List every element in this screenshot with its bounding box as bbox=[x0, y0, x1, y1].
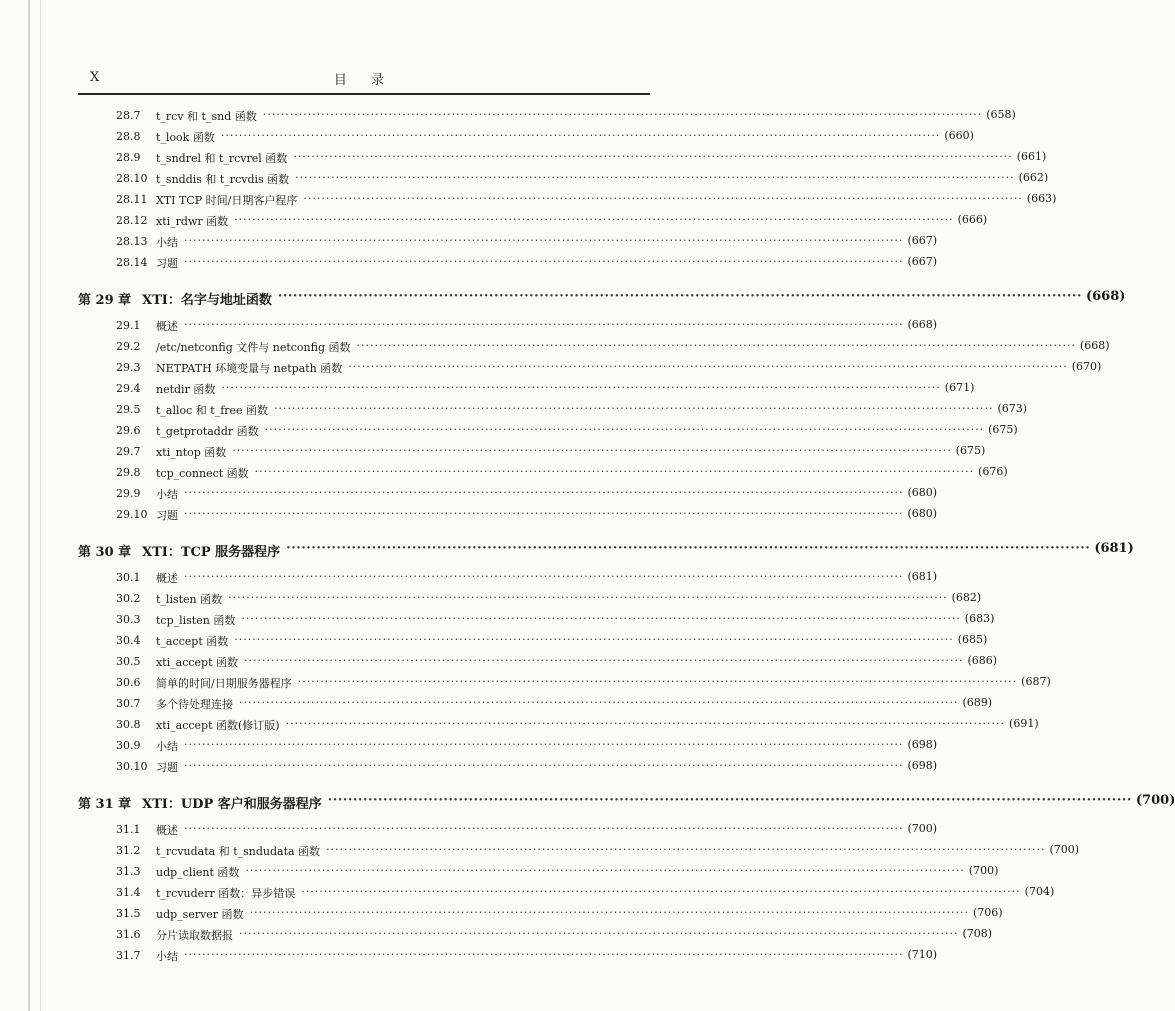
toc-number: 29.8 bbox=[116, 466, 141, 479]
toc-number: 28.13 bbox=[116, 235, 148, 248]
toc-section-row bbox=[0, 903, 1003, 924]
dot-leader: ································································································································································ bbox=[356, 338, 1076, 352]
toc-page: (683) bbox=[964, 611, 995, 625]
toc-page: (691) bbox=[1009, 716, 1039, 730]
toc-section-row bbox=[0, 252, 938, 273]
toc-section-row bbox=[0, 882, 1055, 903]
toc-number: 第 30 章 bbox=[78, 545, 132, 560]
toc-section-row bbox=[0, 336, 1110, 357]
header-rule bbox=[78, 93, 650, 95]
dot-leader: ································································································································································ bbox=[326, 842, 1046, 856]
toc-page: (662) bbox=[1018, 170, 1049, 184]
toc-page: (671) bbox=[944, 380, 975, 394]
dot-leader: ································································································································································ bbox=[239, 695, 959, 709]
toc-title: 简单的时间/日期服务器程序 bbox=[156, 676, 292, 690]
toc-title-line bbox=[142, 793, 1175, 812]
toc-title: 习题 bbox=[156, 508, 178, 522]
toc-number: 31.7 bbox=[116, 949, 141, 962]
toc-title: netdir 函数 bbox=[156, 382, 216, 396]
dot-leader: ································································································································································ bbox=[234, 632, 954, 646]
toc-title: 小结 bbox=[156, 949, 178, 963]
page-header bbox=[78, 67, 650, 89]
toc-number: 30.6 bbox=[116, 676, 141, 689]
dot-leader: ································································································································································ bbox=[184, 821, 904, 835]
toc-section-row bbox=[0, 756, 938, 777]
dot-leader: ································································································································································ bbox=[277, 289, 1082, 304]
dot-leader: ································································································································································ bbox=[184, 569, 904, 583]
dot-leader: ································································································································································ bbox=[285, 716, 1006, 730]
toc-page: (680) bbox=[907, 485, 938, 499]
page-number: X bbox=[90, 70, 100, 85]
dot-leader: ································································································································································ bbox=[274, 401, 994, 415]
toc-title-line bbox=[156, 947, 938, 964]
toc-number: 28.7 bbox=[116, 109, 141, 122]
toc-title-line bbox=[156, 821, 938, 838]
toc-section-row bbox=[0, 231, 938, 252]
toc-title-line bbox=[156, 590, 982, 607]
dot-leader: ································································································································································ bbox=[184, 758, 904, 772]
dot-leader: ································································································································································ bbox=[293, 149, 1013, 163]
toc-title-line bbox=[156, 464, 1008, 481]
toc-page: (675) bbox=[955, 443, 986, 457]
toc-title-line bbox=[156, 170, 1049, 187]
toc-title-line bbox=[156, 863, 999, 880]
dot-leader: ································································································································································ bbox=[262, 107, 983, 121]
toc-page: (666) bbox=[957, 212, 988, 226]
dot-leader: ································································································································································ bbox=[241, 611, 961, 625]
toc-number: 31.3 bbox=[116, 865, 141, 878]
toc-title-line bbox=[156, 695, 993, 712]
dot-leader: ································································································································································ bbox=[303, 191, 1023, 205]
toc-title-line bbox=[156, 338, 1110, 355]
toc-title-line bbox=[156, 191, 1057, 208]
dot-leader: ································································································································································ bbox=[234, 212, 954, 226]
toc-section-row bbox=[0, 210, 988, 231]
toc-page: (663) bbox=[1026, 191, 1057, 205]
toc-title: XTI：名字与地址函数 bbox=[142, 293, 272, 308]
toc-section-row bbox=[0, 378, 975, 399]
toc-number: 31.1 bbox=[116, 823, 141, 836]
dot-leader: ································································································································································ bbox=[184, 947, 904, 961]
toc-section-row bbox=[0, 105, 1016, 126]
dot-leader: ································································································································································ bbox=[244, 653, 964, 667]
toc-page: (685) bbox=[957, 632, 988, 646]
toc-section-row bbox=[0, 714, 1039, 735]
toc-section-row bbox=[0, 588, 982, 609]
toc-title-line bbox=[156, 317, 938, 334]
toc-title-line bbox=[142, 289, 1126, 308]
toc-title: xti_accept 函数(修订版) bbox=[156, 718, 280, 732]
toc-title-line bbox=[156, 233, 938, 250]
toc-page: (667) bbox=[907, 254, 938, 268]
toc-section-row bbox=[0, 504, 938, 525]
dot-leader: ································································································································································ bbox=[232, 443, 952, 457]
toc-number: 第 31 章 bbox=[78, 797, 132, 812]
toc-title-line bbox=[156, 905, 1003, 922]
toc-number: 29.7 bbox=[116, 445, 141, 458]
toc-page: (687) bbox=[1021, 674, 1051, 688]
toc-number: 28.12 bbox=[116, 214, 148, 227]
toc-title-line bbox=[156, 632, 988, 649]
toc-title: t_rcvuderr 函数：异步错误 bbox=[156, 886, 296, 900]
toc-title: 习题 bbox=[156, 760, 178, 774]
toc-title-line bbox=[156, 128, 974, 145]
toc-title: 习题 bbox=[156, 256, 178, 270]
toc-title-line bbox=[156, 422, 1018, 439]
toc-title-line bbox=[156, 506, 938, 523]
toc-title: udp_server 函数 bbox=[156, 907, 244, 921]
toc-page: (700) bbox=[968, 863, 999, 877]
toc-title: xti_accept 函数 bbox=[156, 655, 238, 669]
page-title: 目 录 bbox=[333, 73, 395, 88]
dot-leader: ································································································································································ bbox=[245, 863, 965, 877]
toc-section-row bbox=[0, 567, 938, 588]
toc-title: tcp_listen 函数 bbox=[156, 613, 236, 627]
toc-title-line bbox=[156, 716, 1039, 733]
toc-section-row bbox=[0, 168, 1049, 189]
toc-section-row bbox=[0, 399, 1028, 420]
toc-page: (682) bbox=[951, 590, 982, 604]
dot-leader: ································································································································································ bbox=[264, 422, 985, 436]
toc-title: NETPATH 环境变量与 netpath 函数 bbox=[156, 361, 343, 375]
toc-section-row bbox=[0, 672, 1051, 693]
toc-title: 概述 bbox=[156, 571, 178, 585]
toc-page: (658) bbox=[986, 107, 1016, 121]
toc-title: 小结 bbox=[156, 739, 178, 753]
toc-number: 30.7 bbox=[116, 697, 141, 710]
toc-title: t_getprotaddr 函数 bbox=[156, 424, 259, 438]
toc-title-line bbox=[156, 212, 988, 229]
dot-leader: ································································································································································ bbox=[184, 737, 904, 751]
toc-chapter-row bbox=[0, 288, 1126, 309]
toc-title: 概述 bbox=[156, 823, 178, 837]
dot-leader: ································································································································································ bbox=[184, 233, 904, 247]
toc-title-line bbox=[156, 485, 938, 502]
toc-section-row bbox=[0, 357, 1102, 378]
toc-number: 28.8 bbox=[116, 130, 141, 143]
dot-leader: ································································································································································ bbox=[228, 590, 948, 604]
toc-title-line bbox=[156, 254, 938, 271]
toc-title-line bbox=[156, 443, 986, 460]
toc-chapter-row bbox=[0, 540, 1134, 561]
toc-title-line bbox=[156, 842, 1080, 859]
toc-number: 29.1 bbox=[116, 319, 141, 332]
toc-number: 28.11 bbox=[116, 193, 148, 206]
toc-number: 28.9 bbox=[116, 151, 141, 164]
toc-section-row bbox=[0, 924, 993, 945]
toc-number: 30.3 bbox=[116, 613, 141, 626]
toc-page: (698) bbox=[907, 737, 938, 751]
toc-title-line bbox=[156, 926, 993, 943]
toc-page: (668) bbox=[1079, 338, 1110, 352]
toc-number: 29.5 bbox=[116, 403, 141, 416]
toc-title-line bbox=[156, 401, 1028, 418]
toc-title: xti_ntop 函数 bbox=[156, 445, 227, 459]
toc-number: 31.5 bbox=[116, 907, 141, 920]
toc-title: t_listen 函数 bbox=[156, 592, 223, 606]
toc-page: (700) bbox=[907, 821, 938, 835]
toc-section-row bbox=[0, 126, 974, 147]
toc-number: 29.6 bbox=[116, 424, 141, 437]
toc-number: 28.10 bbox=[116, 172, 148, 185]
toc-number: 30.9 bbox=[116, 739, 141, 752]
toc-number: 31.2 bbox=[116, 844, 141, 857]
dot-leader: ································································································································································ bbox=[348, 359, 1068, 373]
toc-title-line bbox=[156, 569, 938, 586]
toc-title: 小结 bbox=[156, 235, 178, 249]
toc-section-row bbox=[0, 651, 998, 672]
toc-number: 第 29 章 bbox=[78, 293, 132, 308]
toc-page: (667) bbox=[907, 233, 938, 247]
toc-page: (680) bbox=[907, 506, 938, 520]
toc-section-row bbox=[0, 189, 1057, 210]
toc-page: (661) bbox=[1016, 149, 1047, 163]
toc-title: t_rcvudata 和 t_sndudata 函数 bbox=[156, 844, 321, 858]
dot-leader: ································································································································································ bbox=[301, 884, 1021, 898]
toc-page: (689) bbox=[962, 695, 993, 709]
dot-leader: ································································································································································ bbox=[184, 506, 904, 520]
toc-title: t_look 函数 bbox=[156, 130, 215, 144]
toc-section-row bbox=[0, 609, 995, 630]
toc-section-row bbox=[0, 819, 938, 840]
toc-title: udp_client 函数 bbox=[156, 865, 240, 879]
toc-section-row bbox=[0, 147, 1047, 168]
dot-leader: ································································································································································ bbox=[220, 128, 941, 142]
toc-title: 分片读取数据报 bbox=[156, 928, 233, 942]
dot-leader: ································································································································································ bbox=[327, 793, 1132, 808]
toc-page: (676) bbox=[978, 464, 1008, 478]
toc-title: t_alloc 和 t_free 函数 bbox=[156, 403, 269, 417]
toc-section-row bbox=[0, 735, 938, 756]
dot-leader: ································································································································································ bbox=[184, 254, 904, 268]
toc-section-row bbox=[0, 315, 938, 336]
toc-number: 29.10 bbox=[116, 508, 148, 521]
dot-leader: ································································································································································ bbox=[249, 905, 970, 919]
toc-number: 30.10 bbox=[116, 760, 148, 773]
toc-title: XTI：UDP 客户和服务器程序 bbox=[142, 797, 322, 812]
toc-title-line bbox=[156, 611, 995, 628]
toc-title: XTI：TCP 服务器程序 bbox=[142, 545, 281, 560]
toc-section-row bbox=[0, 483, 938, 504]
toc-section-row bbox=[0, 441, 986, 462]
toc-number: 29.2 bbox=[116, 340, 141, 353]
toc-number: 29.9 bbox=[116, 487, 141, 500]
toc-page: (706) bbox=[973, 905, 1003, 919]
toc-page: (708) bbox=[962, 926, 993, 940]
toc-page: (668) bbox=[907, 317, 938, 331]
toc-title: 概述 bbox=[156, 319, 178, 333]
toc-title: t_snddis 和 t_rcvdis 函数 bbox=[156, 172, 290, 186]
toc-page: (704) bbox=[1024, 884, 1055, 898]
toc-page: (668) bbox=[1085, 289, 1126, 304]
toc-title-line bbox=[156, 359, 1102, 376]
toc-page: (673) bbox=[997, 401, 1028, 415]
toc-section-row bbox=[0, 630, 988, 651]
toc-page: (681) bbox=[1094, 541, 1134, 556]
toc-title: t_rcv 和 t_snd 函数 bbox=[156, 109, 257, 123]
toc-title-line bbox=[142, 541, 1134, 560]
toc-section-row bbox=[0, 861, 999, 882]
toc-title-line bbox=[156, 149, 1047, 166]
toc-title-line bbox=[156, 737, 938, 754]
toc-page: (698) bbox=[907, 758, 938, 772]
toc-page: (710) bbox=[907, 947, 938, 961]
toc-title-line bbox=[156, 380, 975, 397]
toc-page: (681) bbox=[907, 569, 938, 583]
toc-title-line bbox=[156, 653, 998, 670]
toc-chapter-row bbox=[0, 792, 1175, 813]
toc-number: 31.6 bbox=[116, 928, 141, 941]
toc-title: t_accept 函数 bbox=[156, 634, 229, 648]
toc-page: (675) bbox=[988, 422, 1018, 436]
toc-title: /etc/netconfig 文件与 netconfig 函数 bbox=[156, 340, 351, 354]
toc-title: tcp_connect 函数 bbox=[156, 466, 249, 480]
toc-title: 多个待处理连接 bbox=[156, 697, 233, 711]
toc-section-row bbox=[0, 840, 1080, 861]
dot-leader: ································································································································································ bbox=[221, 380, 941, 394]
dot-leader: ································································································································································ bbox=[239, 926, 959, 940]
toc-page: (660) bbox=[944, 128, 974, 142]
toc-number: 30.4 bbox=[116, 634, 141, 647]
toc-page: (686) bbox=[967, 653, 998, 667]
toc-title: XTI TCP 时间/日期客户程序 bbox=[156, 193, 298, 207]
toc-title: 小结 bbox=[156, 487, 178, 501]
toc-number: 30.1 bbox=[116, 571, 141, 584]
dot-leader: ································································································································································ bbox=[184, 317, 904, 331]
toc-number: 30.5 bbox=[116, 655, 141, 668]
toc-title: t_sndrel 和 t_rcvrel 函数 bbox=[156, 151, 288, 165]
toc-number: 29.4 bbox=[116, 382, 141, 395]
toc-section-row bbox=[0, 462, 1008, 483]
dot-leader: ································································································································································ bbox=[286, 541, 1091, 556]
dot-leader: ································································································································································ bbox=[297, 674, 1018, 688]
toc-title-line bbox=[156, 107, 1016, 124]
toc-title-line bbox=[156, 674, 1051, 691]
toc-title-line bbox=[156, 758, 938, 775]
toc-page: (670) bbox=[1071, 359, 1102, 373]
toc-number: 31.4 bbox=[116, 886, 141, 899]
toc-page: (700) bbox=[1135, 793, 1175, 808]
dot-leader: ································································································································································ bbox=[295, 170, 1015, 184]
dot-leader: ································································································································································ bbox=[184, 485, 904, 499]
toc-number: 30.8 bbox=[116, 718, 141, 731]
toc-number: 28.14 bbox=[116, 256, 148, 269]
toc-title-line bbox=[156, 884, 1055, 901]
dot-leader: ································································································································································ bbox=[254, 464, 975, 478]
toc-section-row bbox=[0, 420, 1018, 441]
toc-page: (700) bbox=[1049, 842, 1080, 856]
toc-number: 30.2 bbox=[116, 592, 141, 605]
toc-section-row bbox=[0, 945, 938, 966]
toc-title: xti_rdwr 函数 bbox=[156, 214, 229, 228]
toc-section-row bbox=[0, 693, 993, 714]
toc-number: 29.3 bbox=[116, 361, 141, 374]
